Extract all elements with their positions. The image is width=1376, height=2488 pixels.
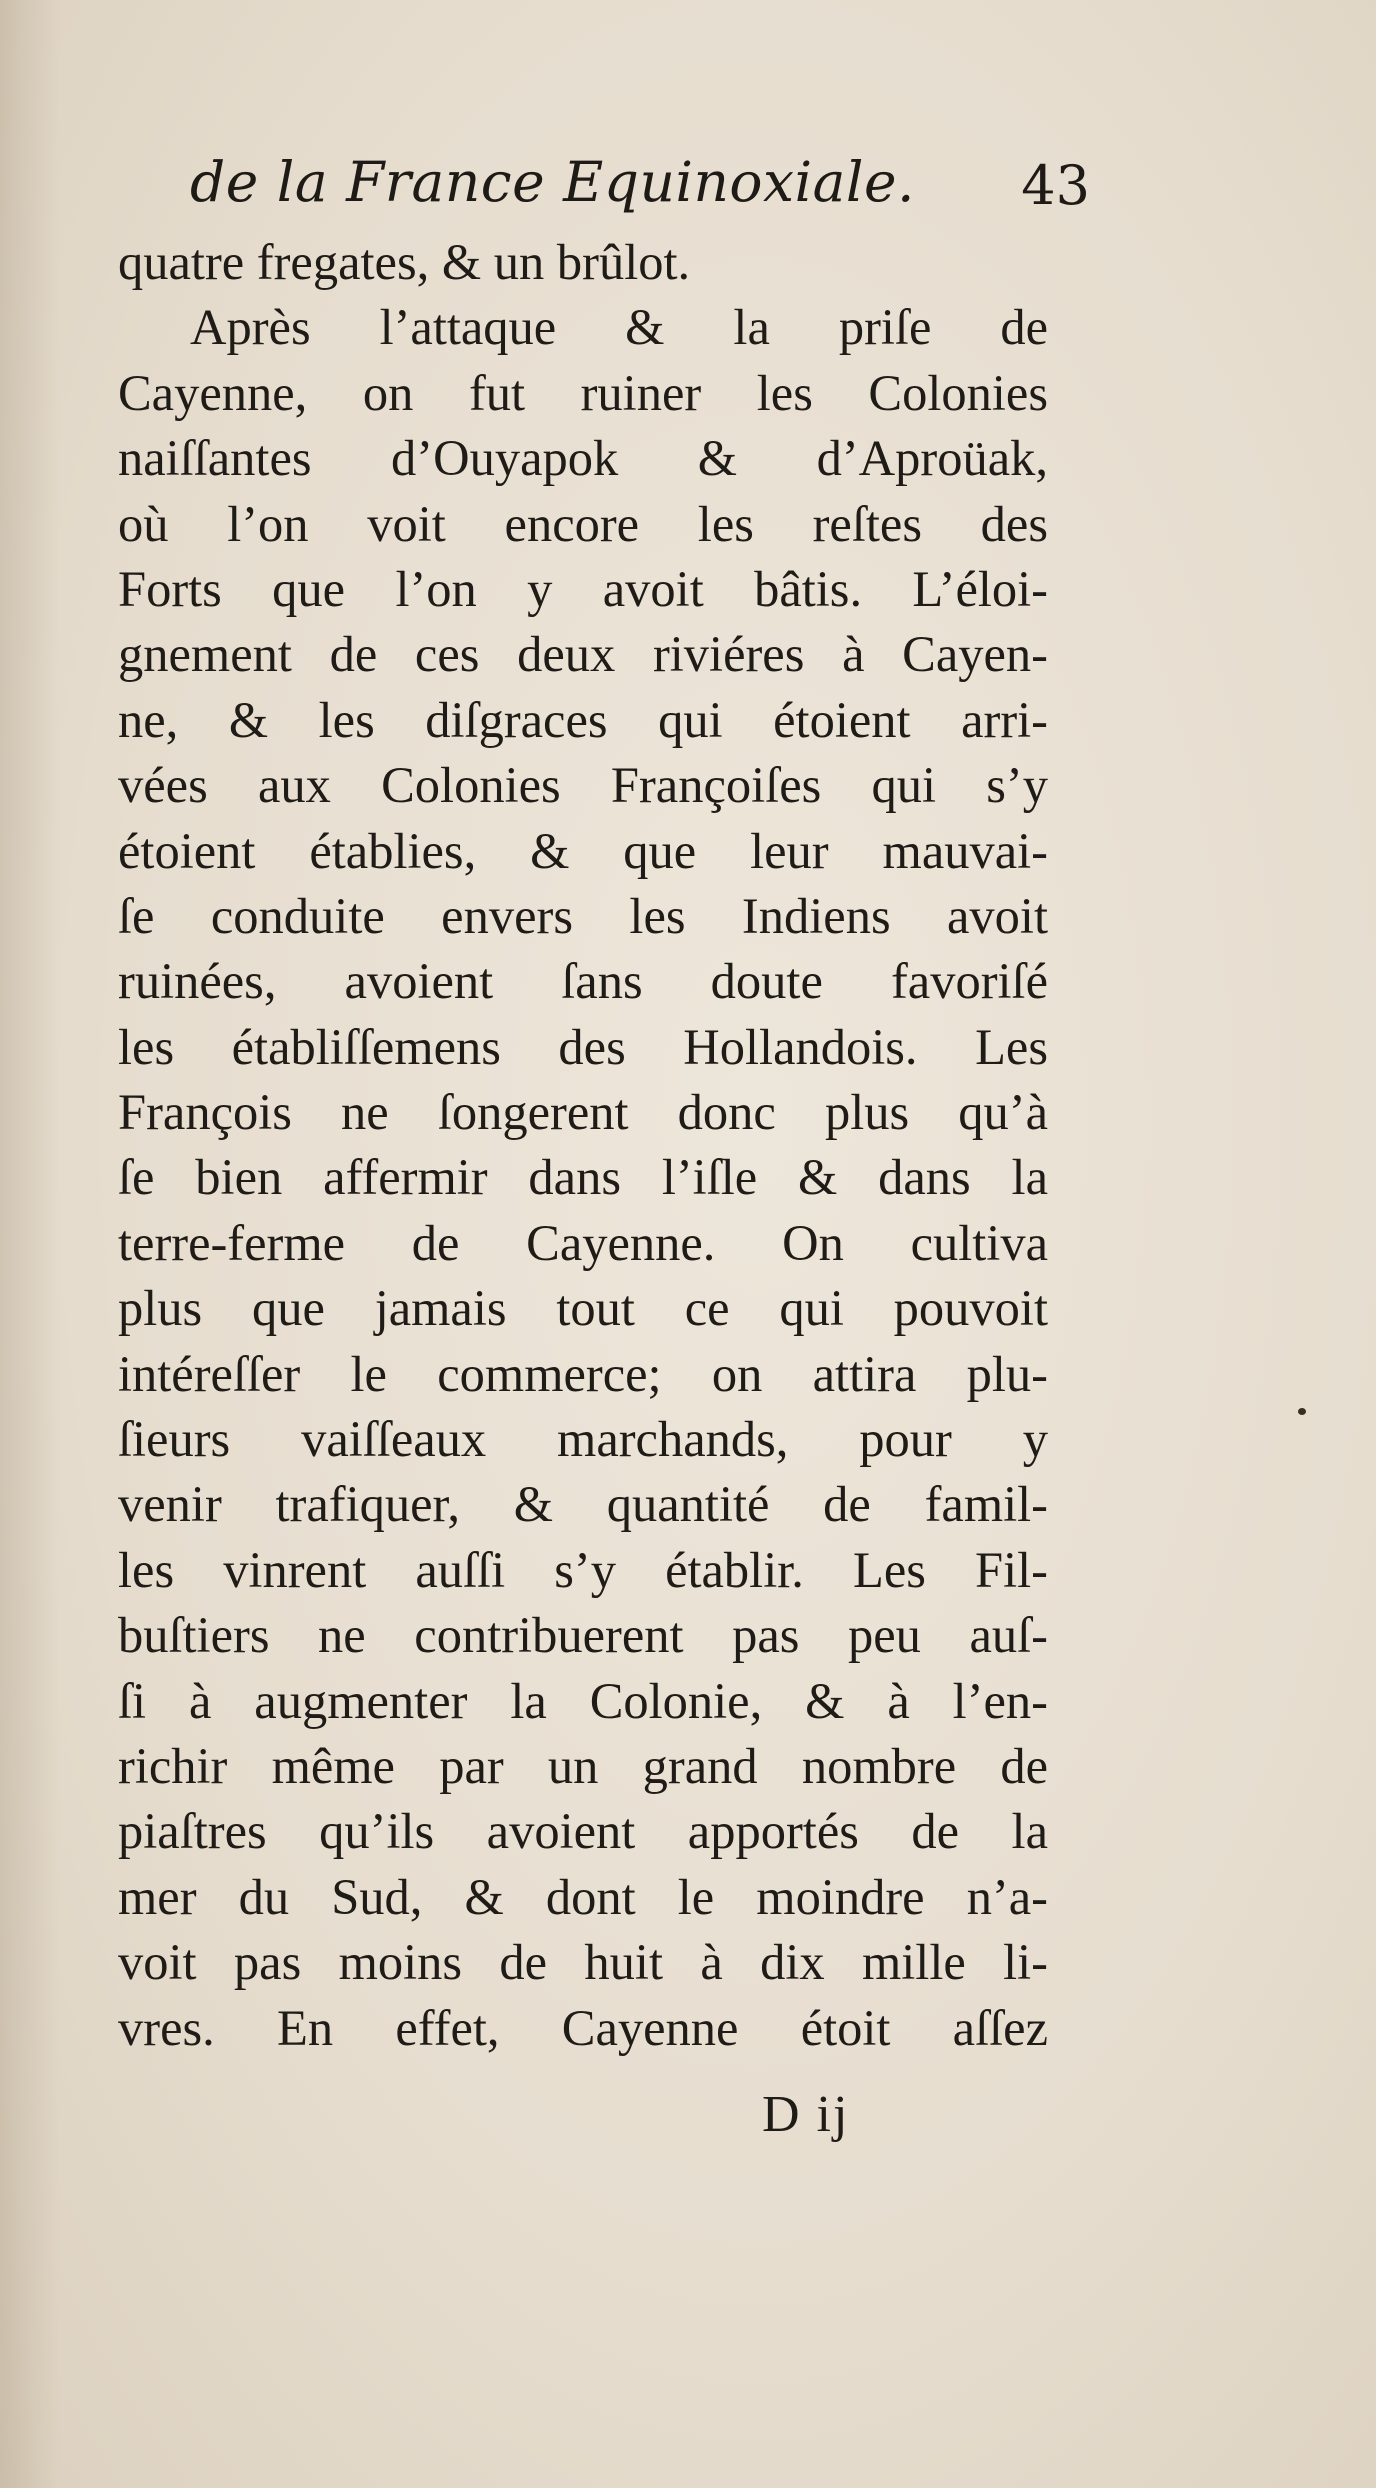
text-line: plus que jamais tout ce qui pouvoit bbox=[118, 1280, 1048, 1337]
text-line: naiſſantes d’Ouyapok & d’Aproüak, bbox=[118, 430, 1048, 487]
text-line: ſe conduite envers les Indiens avoit bbox=[118, 887, 1048, 944]
text-line: ruinées, avoient ſans doute favoriſé bbox=[118, 953, 1048, 1010]
gutter-shadow bbox=[0, 0, 60, 2488]
text-line: quatre fregates, & un brûlot. bbox=[118, 234, 691, 290]
text-line: Après l’attaque & la priſe de bbox=[190, 299, 1048, 356]
text-line: les établiſſemens des Hollandois. Les bbox=[118, 1018, 1048, 1075]
text-line: ſe bien affermir dans l’iſle & dans la bbox=[118, 1149, 1048, 1206]
text-line: buſtiers ne contribuerent pas peu auſ- bbox=[118, 1607, 1048, 1664]
running-head bbox=[190, 150, 1090, 230]
text-line: François ne ſongerent donc plus qu’à bbox=[118, 1084, 1048, 1141]
text-line: les vinrent auſſi s’y établir. Les Fil- bbox=[118, 1541, 1048, 1598]
text-line: Forts que l’on y avoit bâtis. L’éloi- bbox=[118, 560, 1048, 617]
text-line: richir même par un grand nombre de bbox=[118, 1737, 1048, 1794]
text-line: où l’on voit encore les reſtes des bbox=[118, 495, 1048, 552]
signature-mark: D ij bbox=[762, 2086, 850, 2143]
text-line: mer du Sud, & dont le moindre n’a- bbox=[118, 1868, 1048, 1925]
text-line: Cayenne, on fut ruiner les Colonies bbox=[118, 364, 1048, 421]
running-title: de la France Equinoxiale. bbox=[190, 150, 916, 214]
text-line: ſi à augmenter la Colonie, & à l’en- bbox=[118, 1672, 1048, 1729]
paper-speck bbox=[1298, 1408, 1306, 1415]
text-line: gnement de ces deux riviéres à Cayen- bbox=[118, 626, 1048, 683]
text-line: venir trafiquer, & quantité de famil- bbox=[118, 1476, 1048, 1533]
body-text bbox=[118, 230, 1048, 2061]
text-line: terre-ferme de Cayenne. On cultiva bbox=[118, 1214, 1048, 1271]
text-line: intéreſſer le commerce; on attira plu- bbox=[118, 1345, 1048, 1402]
text-line: étoient établies, & que leur mauvai- bbox=[118, 822, 1048, 879]
page-number: 43 bbox=[1021, 154, 1090, 217]
text-line: ſieurs vaiſſeaux marchands, pour y bbox=[118, 1411, 1048, 1468]
text-line: piaſtres qu’ils avoient apportés de la bbox=[118, 1803, 1048, 1860]
text-line: vres. En effet, Cayenne étoit aſſez bbox=[118, 1999, 1048, 2056]
text-line: vées aux Colonies Françoiſes qui s’y bbox=[118, 757, 1048, 814]
text-line: voit pas moins de huit à dix mille li- bbox=[118, 1934, 1048, 1991]
text-line: ne, & les diſgraces qui étoient arri- bbox=[118, 691, 1048, 748]
